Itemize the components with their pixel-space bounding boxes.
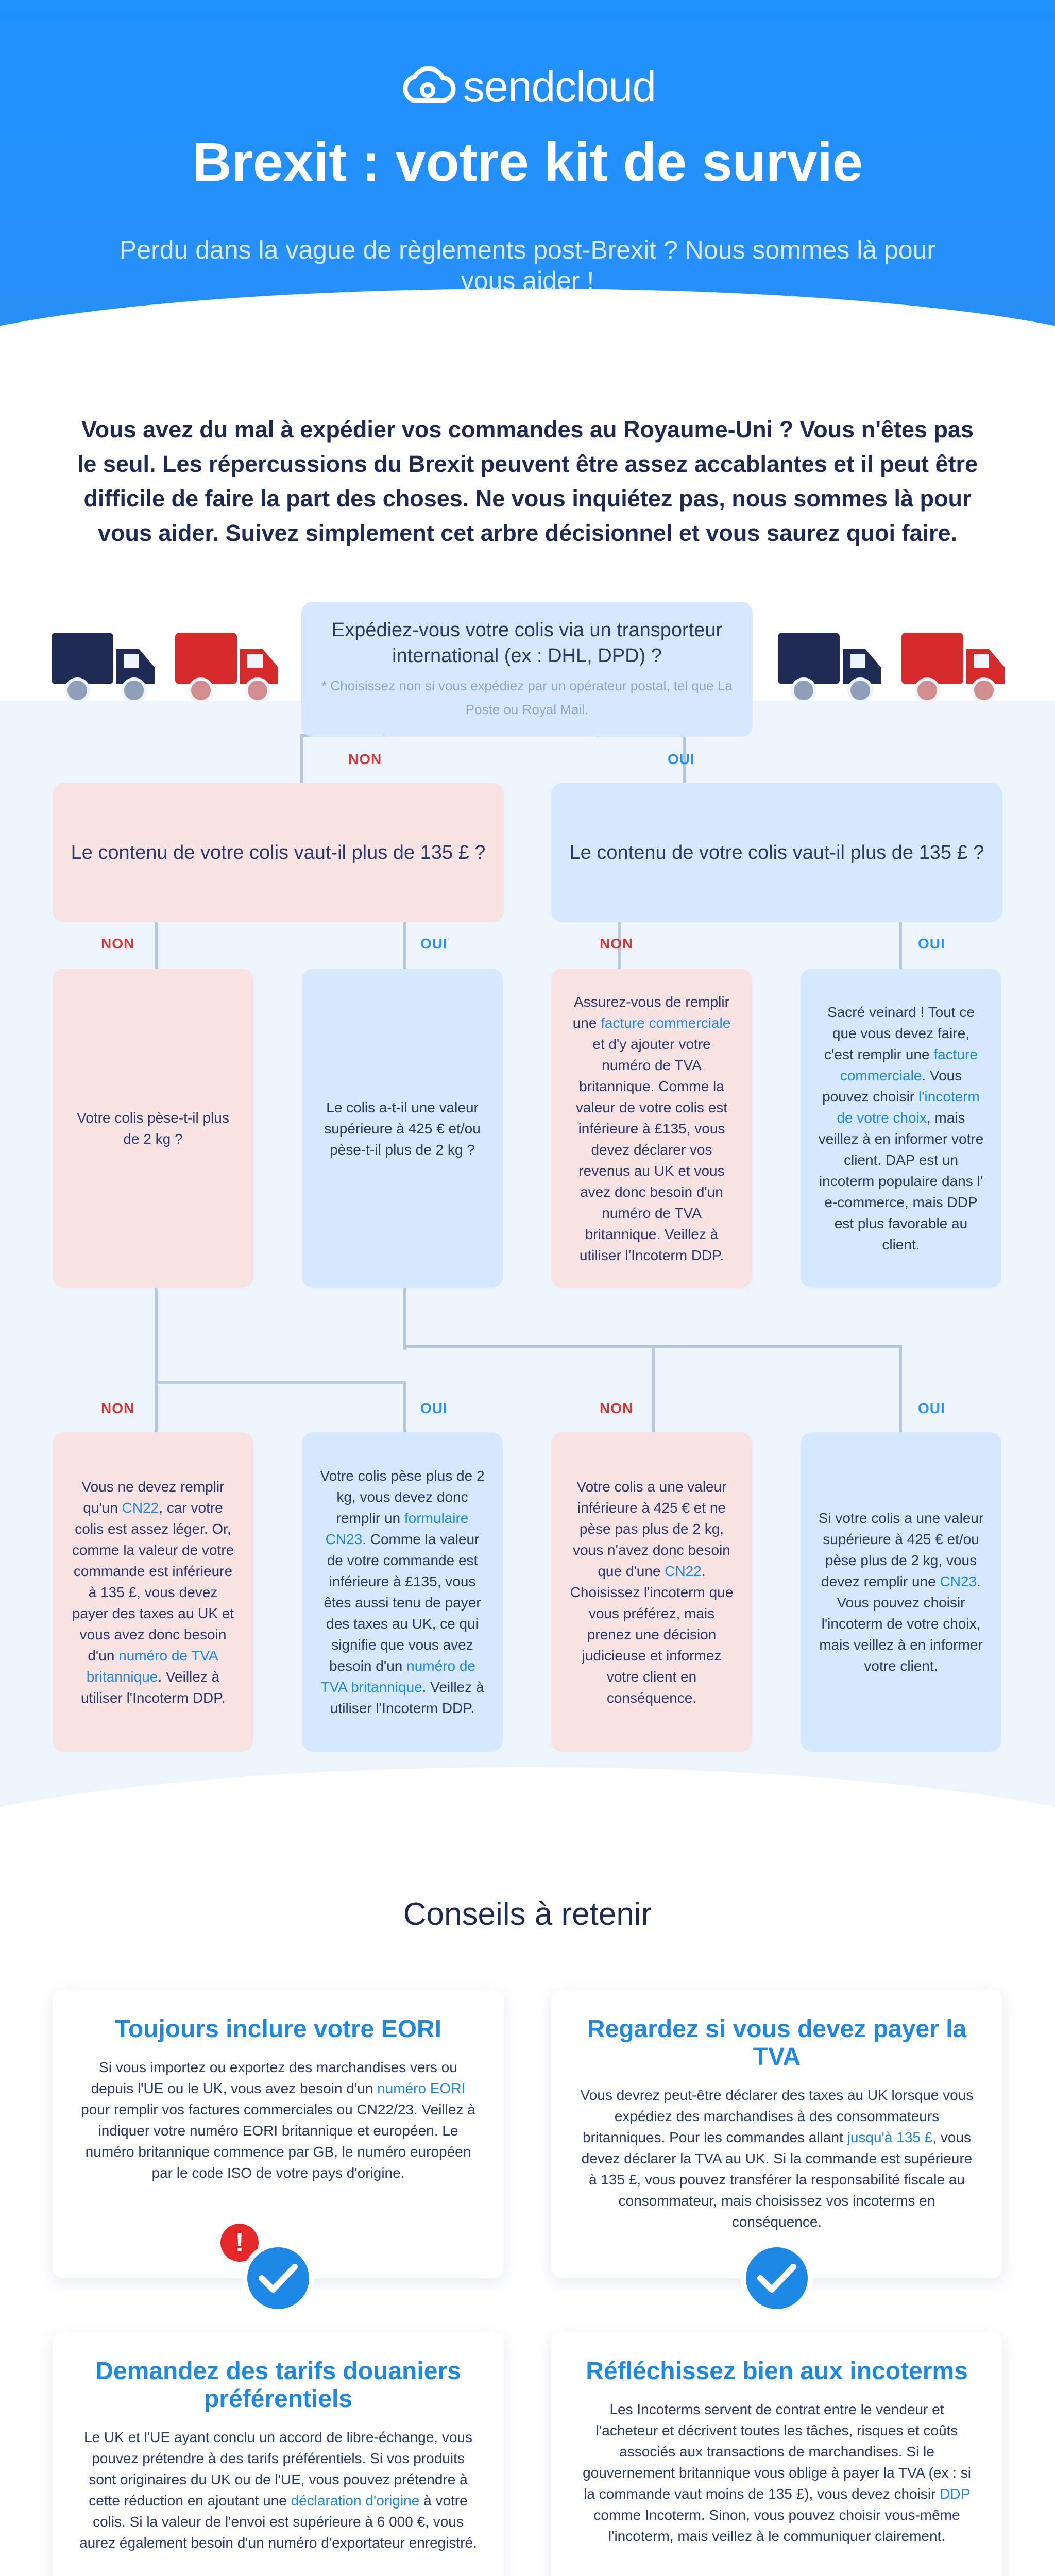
vat-number-link[interactable]: numéro de TVA britannique <box>320 1658 475 1695</box>
tip-card-incoterms <box>551 2332 1002 2576</box>
root-question: Expédiez-vous votre colis via un transporteur international (ex : DHL, DPD) ? <box>331 619 723 667</box>
connector-line <box>403 922 406 969</box>
label-oui: OUI <box>420 936 448 952</box>
question-value-postal: Le contenu de votre colis vaut-il plus de 135 £ ? <box>71 842 486 863</box>
root-question-box <box>301 602 753 737</box>
answer-lucky: Sacré veinard ! Tout ce que vous devez faire, c'est remplir une facture commerciale. Vous pouvez choisir l'incoterm de votre choix, mais veillez à en informer votre client. DAP est un incoterm populaire dans l' e-commerce, mais DDP est plus favorable au client. <box>818 1004 984 1252</box>
tips-title: Conseils à retenir <box>403 1896 652 1932</box>
connector-line <box>403 1381 406 1432</box>
connector-line <box>652 1345 655 1432</box>
root-note: * Choisissez non si vous expédiez par un opérateur postal, tel que La Poste ou Royal Mail. <box>321 678 733 717</box>
tip-tariffs-heading: Demandez des tarifs douaniers préférentiels <box>95 2358 461 2413</box>
question-value-carrier: Le contenu de votre colis vaut-il plus de 135 £ ? <box>569 842 984 863</box>
answer-cn22: Vous ne devez remplir qu'un CN22, car votre colis est assez léger. Or, comme la valeur de votre commande est inférieure à 135 £, vous devez payer des taxes au UK et vous avez donc besoin d'un numéro de TVA britannique. Veillez à utiliser l'Incoterm DDP. <box>72 1478 234 1706</box>
sendcloud-logo[interactable] <box>0 62 1055 116</box>
connector-line <box>403 1288 406 1350</box>
label-oui: OUI <box>918 1400 945 1416</box>
connector-line <box>155 1288 158 1432</box>
connector-line <box>899 922 902 969</box>
label-oui: OUI <box>668 751 695 767</box>
tip-eori-heading: Toujours inclure votre EORI <box>115 2015 441 2043</box>
tip-vat-text: Vous devrez peut-être déclarer des taxes au UK lorsque vous expédiez des marchandises à des consommateurs britanniques. Pour les commandes allant jusqu'à 135 £, vous devez déclarer la TVA au UK. Si la commande est supérieure à 135 £, vous pouvez transférer la responsabilité fiscale au consommateur, mais choisissez vos incoterms en conséquence. <box>580 2087 974 2230</box>
label-oui: OUI <box>918 936 945 952</box>
tip-incoterms-heading: Réfléchissez bien aux incoterms <box>586 2358 968 2385</box>
answer-commercial: Assurez-vous de remplir une facture commerciale et d'y ajouter votre numéro de TVA britannique. Comme la valeur de votre colis est inférieure à £135, vous devez déclarer vos revenus au UK et vous avez donc besoin d'un numéro de TVA britannique. Veillez à utiliser l'Incoterm DDP. <box>572 993 731 1263</box>
tip-incoterms-text: Les Incoterms servent de contrat entre le vendeur et l'acheteur et décrivent toutes les tâches, risques et coûts associés aux transactions de marchandises. Si le gouvernement britannique vous oblige à payer la TVA (ex : si la commande vaut moins de 135 £), vous devez choisir DDP comme Incoterm. Sinon, vous pouvez choisir vous-même l'incoterm, mais veillez à le communiquer clairement. <box>583 2401 971 2544</box>
answer-lucky-box <box>801 969 1001 1288</box>
alert-icon: ! <box>220 2224 259 2262</box>
question-weight-box <box>53 969 253 1288</box>
cn22-link[interactable]: CN22 <box>665 1563 702 1579</box>
vat-threshold-link[interactable]: jusqu'à 135 £ <box>847 2129 933 2145</box>
page-subtitle: Perdu dans la vague de règlements post-Brexit ? Nous sommes là pour vous aider ! <box>119 235 936 295</box>
vat-number-link[interactable]: numéro de TVA britannique <box>86 1647 218 1685</box>
question-425-box <box>302 969 503 1288</box>
question-425: Le colis a-t-il une valeur supérieure à 425 € et/ou pèse-t-il plus de 2 kg ? <box>324 1099 481 1158</box>
truck-icon-red-right <box>901 629 1010 711</box>
answer-light: Votre colis a une valeur inférieure à 425 € et ne pèse pas plus de 2 kg, vous n'avez donc besoin que d'une CN22. Choisissez l'incoterm que vous préférez, mais prenez une décision judicieuse et informez votre client en conséquence. <box>570 1478 734 1706</box>
truck-icon-navy-right <box>778 629 886 711</box>
label-non: NON <box>348 751 382 767</box>
label-non: NON <box>101 936 135 952</box>
tip-card-vat <box>551 1990 1002 2278</box>
intro-paragraph: Vous avez du mal à expédier vos commandes au Royaume-Uni ? Vous n'êtes pas le seul. Les répercussions du Brexit peuvent être assez accablantes et il peut être difficile de faire la part des choses. Ne vous inquiétez pas, nous sommes là pour vous aider. Suivez simplement cet arbre décisionnel et vous saurez quoi faire. <box>77 416 978 546</box>
answer-commercial-box <box>551 969 752 1288</box>
label-non: NON <box>101 1400 135 1416</box>
cn23-link[interactable]: CN23 <box>940 1573 977 1589</box>
truck-icon-navy-left <box>52 629 160 711</box>
eori-link[interactable]: numéro EORI <box>377 2080 466 2096</box>
page-title: Brexit : votre kit de survie <box>192 132 863 193</box>
label-non: NON <box>600 1400 634 1416</box>
cn23-form-link[interactable]: formulaire CN23 <box>325 1510 469 1547</box>
logo-text: sendcloud <box>463 62 656 111</box>
tip-card-eori <box>53 1990 504 2278</box>
tip-tariffs-text: Le UK et l'UE ayant conclu un accord de libre-échange, vous pouvez prétendre à des tarifs préférentiels. Si vos produits sont originaires du UK ou de l'UE, vous pouvez prétendre à cette réduction en ajoutant une déclaration d'origine à votre colis. Si la valeur de l'envoi est supérieure à 6 000 €, vous aurez également besoin d'un numéro d'exportateur enregistré. <box>79 2429 477 2551</box>
question-value-postal-box <box>53 783 504 922</box>
incoterm-link[interactable]: l'incoterm de votre choix <box>837 1089 980 1126</box>
checkmark-icon <box>741 2242 813 2314</box>
cloud-icon <box>399 64 456 116</box>
connector-line <box>899 1345 902 1432</box>
ddp-link[interactable]: DDP <box>940 2486 970 2502</box>
question-value-carrier-box <box>551 783 1002 922</box>
answer-cn23-box <box>302 1432 503 1752</box>
answer-light-box <box>551 1432 752 1752</box>
label-oui: OUI <box>420 1400 448 1416</box>
answer-heavy: Si votre colis a une valeur supérieure à 425 € et/ou pèse plus de 2 kg, vous devez remplir une CN23. Vous pouvez choisir l'incoterm de votre choix, mais veillez à en informer votre client. <box>818 1510 984 1674</box>
facture-commerciale-link[interactable]: facture commerciale <box>840 1046 978 1083</box>
truck-icon-red-left <box>175 629 283 711</box>
checkmark-icon <box>242 2242 314 2314</box>
answer-cn22-box <box>53 1432 253 1752</box>
origin-declaration-link[interactable]: déclaration d'origine <box>291 2493 420 2509</box>
section-wave <box>0 1767 1055 1984</box>
connector-line <box>155 922 158 969</box>
facture-commerciale-link[interactable]: facture commerciale <box>601 1014 731 1031</box>
label-non: NON <box>600 936 634 952</box>
question-weight: Votre colis pèse-t-il plus de 2 kg ? <box>77 1110 229 1147</box>
tip-vat-heading: Regardez si vous devez payer la TVA <box>587 2015 967 2071</box>
answer-heavy-box <box>801 1432 1001 1752</box>
connector-line <box>155 1381 406 1384</box>
connector-line <box>300 734 303 783</box>
answer-cn23: Votre colis pèse plus de 2 kg, vous devez donc remplir un formulaire CN23. Comme la valeur de votre commande est inférieure à £135, vous êtes aussi tenu de payer des taxes au UK, ce qui signifie que vous avez besoin d'un numéro de TVA britannique. Veillez à utiliser l'Incoterm DDP. <box>320 1468 485 1716</box>
tip-card-tariffs <box>53 2332 504 2576</box>
cn22-link[interactable]: CN22 <box>122 1499 159 1516</box>
tip-eori-text: Si vous importez ou exportez des marchandises vers ou depuis l'UE ou le UK, vous avez besoin d'un numéro EORI pour remplir vos factures commerciales ou CN22/23. Veillez à indiquer votre numéro EORI britannique et européen. Le numéro britannique commence par GB, le numéro européen par le code ISO de votre pays d'origine. <box>81 2059 475 2181</box>
